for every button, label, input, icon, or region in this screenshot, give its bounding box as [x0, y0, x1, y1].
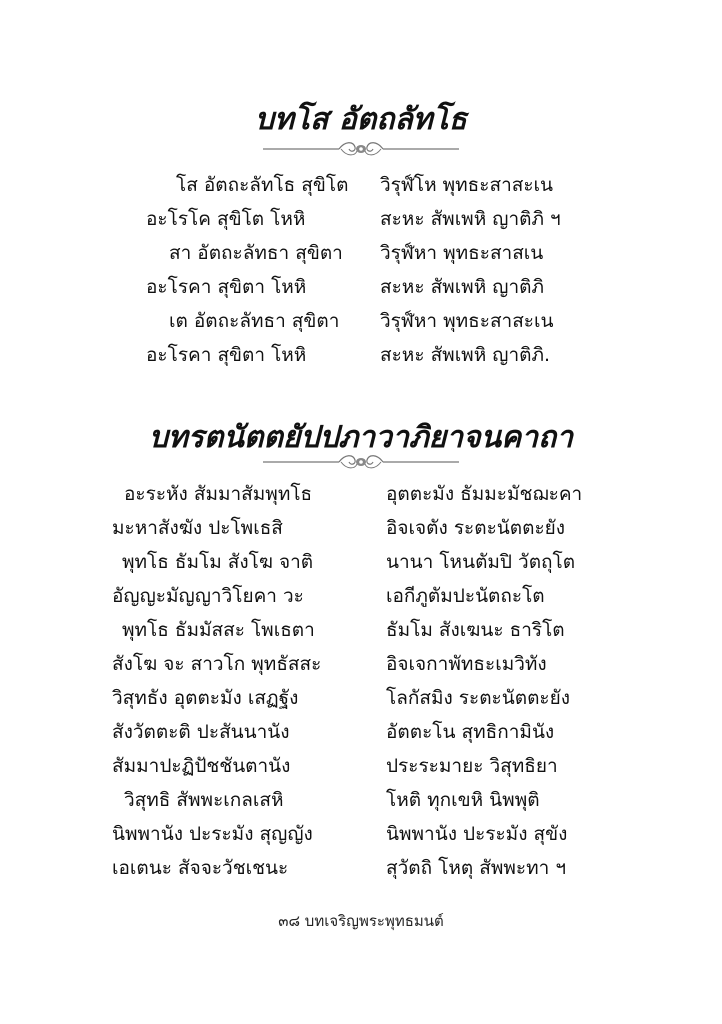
verse-line: เต อัตถะลัทธา สุขิตา [169, 310, 340, 332]
verse-line: นิพพานัง ปะระมัง สุญญัง [112, 823, 313, 845]
verse-line: สัมมาปะฏิปัชชันตานัง [112, 755, 291, 777]
section2-title: บทรตนัตตยัปปภาวาภิยาจนคาถา [148, 420, 574, 455]
verse-line: สะหะ สัพเพหิ ญาติภิ [380, 276, 544, 298]
verse-line: เอกีภูตัมปะนัตถะโต [386, 585, 545, 607]
verse-line: อัตตะโน สุทธิกามินัง [386, 721, 555, 743]
verse-line: สา อัตถะลัทธา สุขิตา [169, 242, 343, 264]
verse-line: พุทโธ ธัมโม สังโฆ จาติ [122, 551, 314, 573]
verse-line: อะโรโค สุขิโต โหหิ [146, 208, 306, 230]
verse-line: นิพพานัง ปะระมัง สุขัง [386, 823, 568, 845]
verse-line: โส อัตถะลัทโธ สุขิโต [176, 174, 349, 196]
section1-left-column [146, 172, 349, 376]
verse-line: อะระหัง สัมมาสัมพุทโธ [124, 483, 313, 505]
verse-line: สะหะ สัพเพหิ ญาติภิ ฯ [380, 208, 561, 230]
verse-line: โหติ ทุกเขหิ นิพพุติ [386, 789, 540, 811]
verse-line: สังโฆ จะ สาวโก พุทธัสสะ [112, 653, 322, 675]
verse-line: วิรุฬ์หา พุทธะสาสะเน [380, 310, 554, 332]
verse-line: วิรุฬ์โห พุทธะสาสะเน [380, 174, 554, 196]
verse-line: อะโรคา สุขิตา โหหิ [146, 344, 307, 366]
scroll-flourish-icon [261, 139, 461, 159]
verse-line: อัญญะมัญญาวิโยคา วะ [112, 585, 304, 607]
verse-line: อิจเจตัง ระตะนัตตะยัง [386, 517, 566, 539]
verse-line: วิสุทธัง อุตตะมัง เสฏฐัง [112, 687, 299, 709]
verse-line: นานา โหนตัมปิ วัตถุโต [386, 551, 576, 573]
verse-line: สะหะ สัพเพหิ ญาติภิ. [380, 344, 551, 366]
verse-line: วิสุทธิ สัพพะเกลเสหิ [124, 789, 284, 811]
scroll-flourish-icon [261, 452, 461, 472]
verse-line: โลกัสมิง ระตะนัตตะยัง [386, 687, 571, 709]
section1-title: บทโส อัตถลัทโธ [255, 102, 467, 137]
section2-right-column [386, 481, 582, 889]
verse-line: เอเตนะ สัจจะวัชเชนะ [112, 857, 289, 879]
section2-left-column [112, 481, 321, 889]
verse-line: อิจเจกาพัทธะเมวิทัง [386, 653, 547, 675]
page-footer: ๓๘ บทเจริญพระพุทธมนต์ [278, 912, 444, 930]
section1-right-column [380, 172, 561, 376]
verse-line: อะโรคา สุขิตา โหหิ [146, 276, 307, 298]
verse-line: ธัมโม สังเฆนะ ธาริโต [386, 619, 565, 641]
verse-line: วิรุฬ์หา พุทธะสาสเน [380, 242, 544, 264]
verse-line: อุตตะมัง ธัมมะมัชฌะคา [386, 483, 583, 505]
verse-line: สุวัตถิ โหตุ สัพพะทา ฯ [386, 857, 567, 879]
verse-line: สังวัตตะติ ปะสันนานัง [112, 721, 290, 743]
verse-line: มะหาสังฆัง ปะโพเธสิ [112, 517, 283, 539]
verse-line: ประระมายะ วิสุทธิยา [386, 755, 558, 777]
verse-line: พุทโธ ธัมมัสสะ โพเธตา [122, 619, 315, 641]
